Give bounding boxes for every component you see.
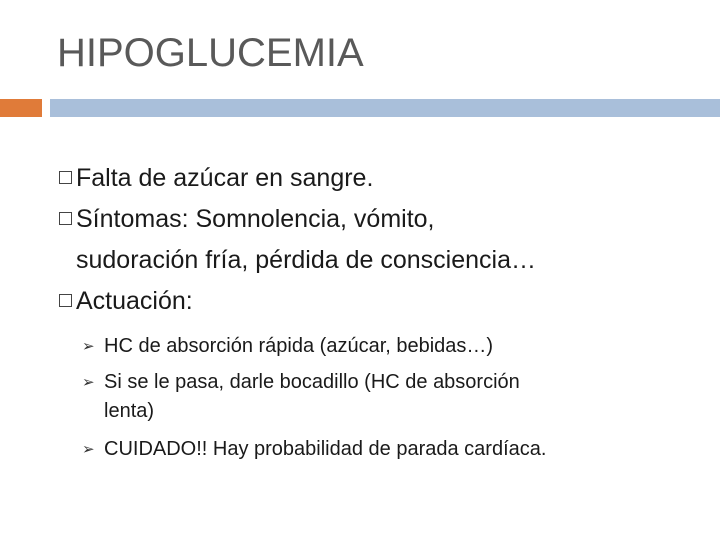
square-bullet-icon bbox=[59, 171, 72, 184]
arrow-bullet-icon: ➢ bbox=[82, 373, 95, 391]
sub-bullet-text: CUIDADO!! Hay probabilidad de parada cardíaca. bbox=[104, 438, 547, 460]
arrow-bullet-icon: ➢ bbox=[82, 440, 95, 458]
sub-bullet-text: lenta) bbox=[104, 400, 155, 422]
square-bullet-icon bbox=[59, 212, 72, 225]
bullet-text: Actuación: bbox=[76, 287, 193, 315]
bullet-text: Síntomas: Somnolencia, vómito, bbox=[76, 205, 435, 233]
page-title: HIPOGLUCEMIA bbox=[57, 31, 364, 75]
sub-bullet-text: HC de absorción rápida (azúcar, bebidas…) bbox=[104, 335, 494, 357]
sub-bullet-text: Si se le pasa, darle bocadillo (HC de absorción bbox=[104, 371, 520, 393]
bullet-text: sudoración fría, pérdida de consciencia… bbox=[76, 246, 536, 274]
square-bullet-icon bbox=[59, 294, 72, 307]
arrow-bullet-icon: ➢ bbox=[82, 337, 95, 355]
bullet-text: Falta de azúcar en sangre. bbox=[76, 164, 374, 192]
